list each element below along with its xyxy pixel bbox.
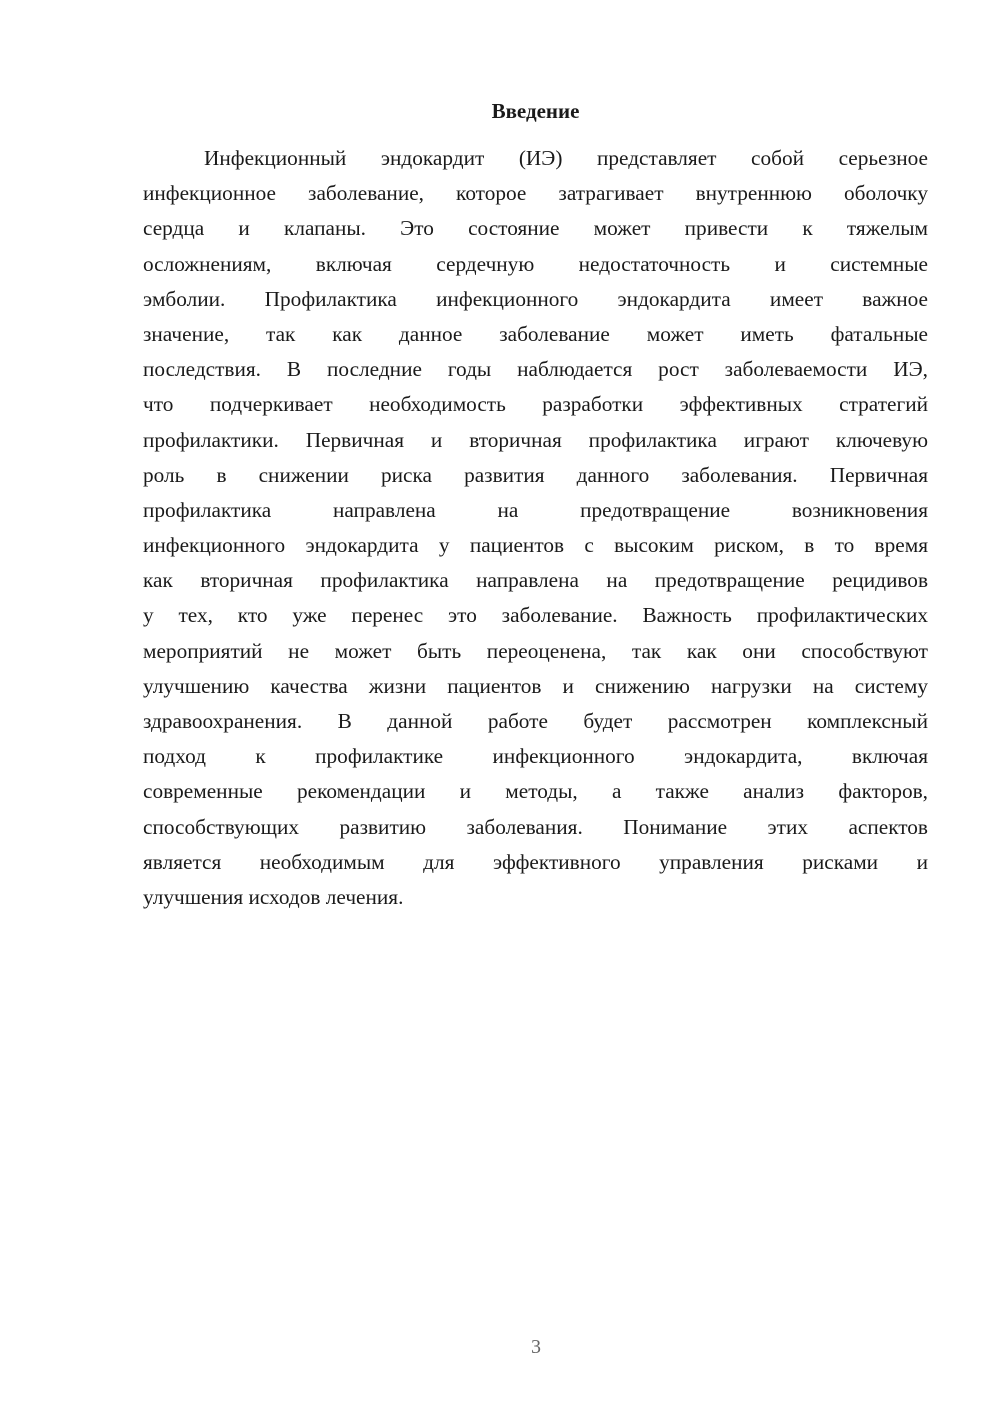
paragraph-line: является необходимым для эффективного управления рисками и [143, 849, 928, 874]
paragraph-line: способствующих развитию заболевания. Понимание этих аспектов [143, 814, 928, 839]
paragraph-line: профилактика направлена на предотвращение возникновения [143, 497, 928, 522]
paragraph-line: значение, так как данное заболевание может иметь фатальные [143, 321, 928, 346]
paragraph-line: улучшению качества жизни пациентов и снижению нагрузки на систему [143, 673, 928, 698]
section-heading: Введение [491, 99, 580, 123]
paragraph-line: профилактики. Первичная и вторичная профилактика играют ключевую [143, 427, 928, 452]
paragraph-line: здравоохранения. В данной работе будет рассмотрен комплексный [143, 709, 928, 733]
paragraph-line: современные рекомендации и методы, а также анализ факторов, [143, 779, 928, 804]
paragraph-line: сердца и клапаны. Это состояние может привести к тяжелым [143, 216, 928, 241]
paragraph-line: у тех, кто уже перенес это заболевание. Важность профилактических [143, 603, 928, 628]
paragraph-line: что подчеркивает необходимость разработки эффективных стратегий [143, 392, 928, 417]
paragraph-line: осложнениям, включая сердечную недостаточность и системные [143, 251, 928, 276]
paragraph-line: как вторичная профилактика направлена на предотвращение рецидивов [143, 568, 928, 593]
paragraph-line: последствия. В последние годы наблюдается рост заболеваемости ИЭ, [143, 357, 928, 382]
paragraph-line: инфекционного эндокардита у пациентов с высоким риском, в то время [143, 533, 928, 558]
paragraph-line: эмболии. Профилактика инфекционного эндокардита имеет важное [143, 286, 928, 311]
paragraph-line: роль в снижении риска развития данного заболевания. Первичная [143, 462, 928, 487]
paragraph-line: улучшения исходов лечения. [143, 884, 404, 909]
paragraph-line: мероприятий не может быть переоценена, так как они способствуют [143, 638, 928, 663]
paragraph-line: Инфекционный эндокардит (ИЭ) представляет собой серьезное [204, 146, 928, 170]
paragraph-line: подход к профилактике инфекционного эндокардита, включая [143, 744, 928, 769]
intro-paragraph [143, 141, 928, 915]
page-number: 3 [531, 1336, 541, 1358]
paragraph-line: инфекционное заболевание, которое затрагивает внутреннюю оболочку [143, 181, 928, 206]
